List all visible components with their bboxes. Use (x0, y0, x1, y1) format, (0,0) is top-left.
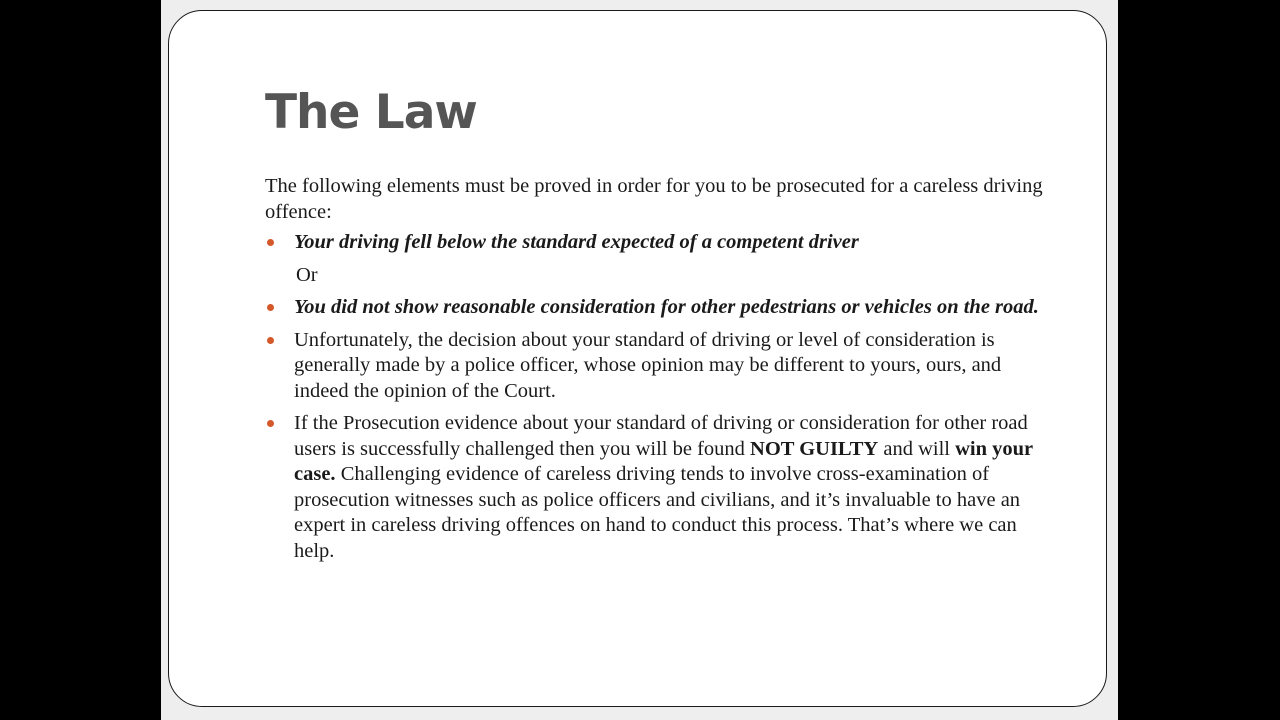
intro-paragraph: The following elements must be proved in order for you to be prosecuted for a careless driving offence: (265, 175, 1043, 223)
bullet-text-part: If the Prosecution evidence about your standard of driving or consideration for other road users is successfully challenged then you will be found (294, 412, 1028, 460)
slide-viewport (161, 0, 1118, 720)
bullet-icon (267, 304, 274, 311)
bullet-text-part: and will (878, 437, 956, 460)
bullet-icon (267, 239, 274, 246)
or-text: Or (296, 263, 318, 286)
bullet-text: Unfortunately, the decision about your standard of driving or level of consideration is generally made by a police officer, whose opinion may be different to yours, ours, and indeed the opinion of the Court. (294, 328, 1002, 402)
slide (168, 10, 1107, 707)
bullet-text: You did not show reasonable consideration for other pedestrians or vehicles on the road. (294, 296, 1039, 318)
bullet-item (265, 328, 1055, 405)
bullet-icon (267, 337, 274, 344)
bullet-text: Your driving fell below the standard expected of a competent driver (294, 231, 859, 253)
not-guilty-text: NOT GUILTY (750, 437, 879, 460)
bullet-item (265, 411, 1055, 564)
win-case-text: win your case. (294, 437, 1033, 485)
bullet-item (265, 230, 1055, 256)
bullet-item (265, 295, 1055, 321)
slide-title: The Law (265, 85, 477, 140)
bullet-icon (267, 420, 274, 427)
bullet-text-part: Challenging evidence of careless driving tends to involve cross-examination of prosecution witnesses such as police officers and civilians, and it’s invaluable to have an expert in careless driving offences on hand to conduct this process. That’s where we can help. (294, 463, 1021, 562)
slide-body (265, 174, 1055, 571)
